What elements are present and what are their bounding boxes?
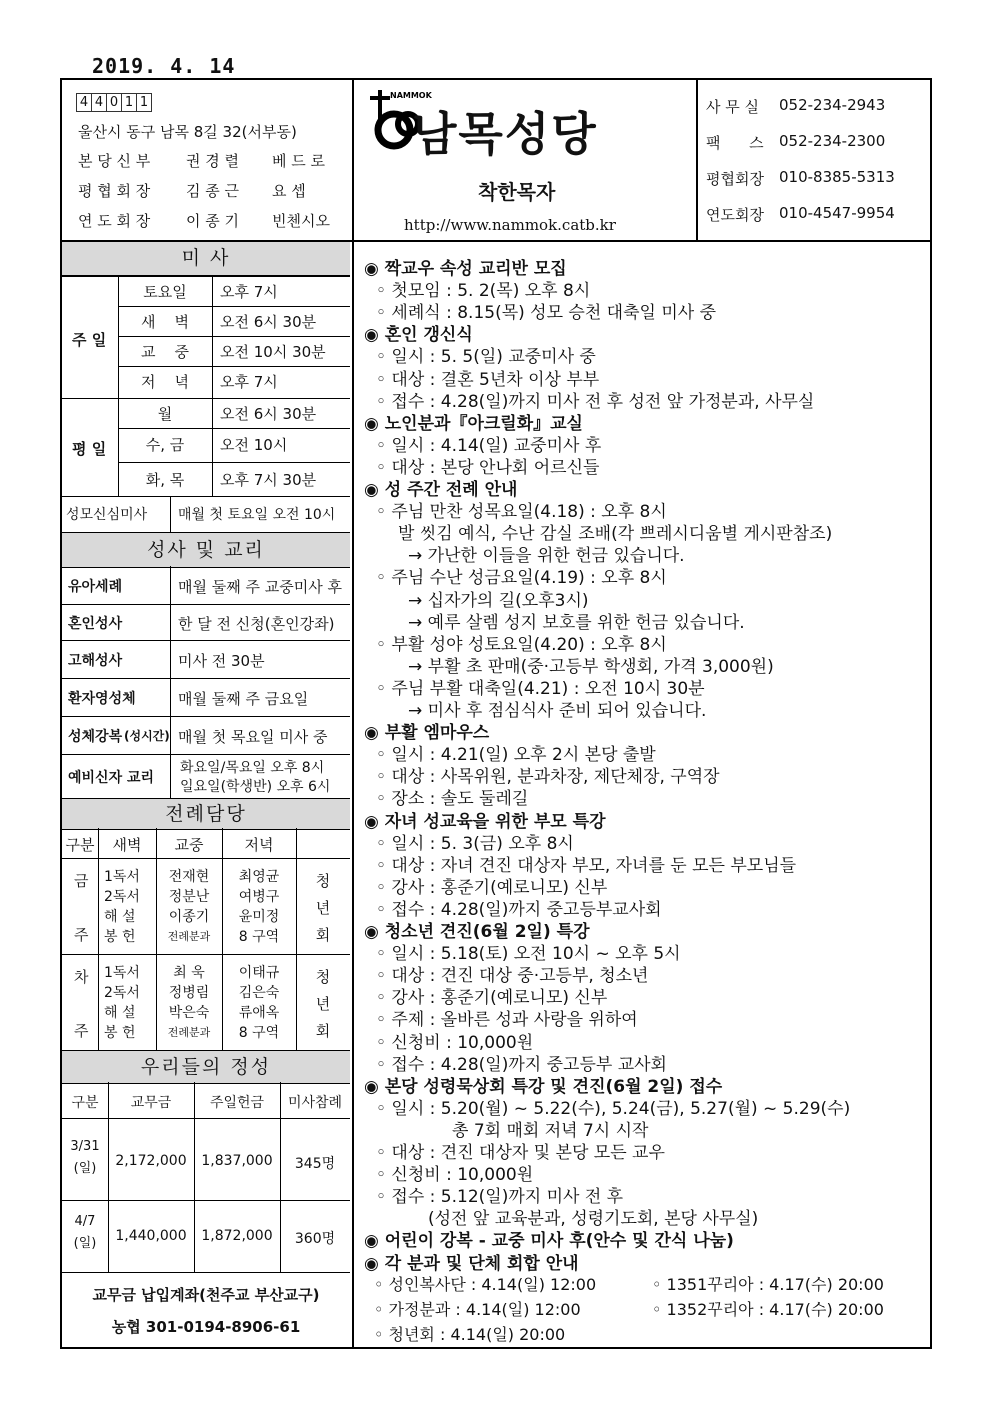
notice-line: ◦ 일시 : 4.21(일) 오후 2시 본당 출발 xyxy=(376,745,656,766)
mass-special-label: 성모신심미사 xyxy=(66,507,148,523)
notice-heading: ◉ 어린이 강복 - 교중 미사 후(안수 및 간식 나눔) xyxy=(364,1231,734,1252)
notice-line: (성전 앞 교육분과, 성령기도회, 본당 사무실) xyxy=(428,1209,759,1230)
notice-line: ◦ 접수 : 4.28(일)까지 중고등부 교사회 xyxy=(376,1054,667,1075)
notice-line: ◦ 대상 : 결혼 5년차 이상 부부 xyxy=(376,369,600,390)
mass-day: 교 중 xyxy=(140,343,190,361)
column-divider xyxy=(352,80,354,1347)
liturgy-dawn: 정분난 xyxy=(168,889,210,905)
notice-heading: ◉ 부활 엠마우스 xyxy=(364,723,490,744)
staff-role: 평 협 회 장 xyxy=(78,182,151,200)
notice-line: ◦ 대상 : 사목위원, 분과차장, 제단체장, 구역장 xyxy=(376,767,720,788)
mass-day: 새 벽 xyxy=(140,313,190,331)
notice-line: ◦ 접수 : 5.12(일)까지 미사 전 후 xyxy=(376,1187,624,1208)
meeting-item: ◦ 1351꾸리아 : 4.17(수) 20:00 xyxy=(652,1275,884,1294)
liturgy-header: 교중 xyxy=(174,836,204,854)
notice-line: ◦ 신청비 : 10,000원 xyxy=(376,1165,534,1186)
notice-line: ◦ 신청비 : 10,000원 xyxy=(376,1032,534,1053)
offering-section-title: 우리들의 정성 xyxy=(62,1050,350,1084)
liturgy-evening: 회 xyxy=(315,1022,331,1040)
mass-time: 오전 10시 30분 xyxy=(220,343,326,361)
liturgy-evening: 청 xyxy=(315,872,331,890)
mass-time: 오후 7시 xyxy=(220,283,278,301)
notice-heading: ◉ 노인분과『아크릴화』교실 xyxy=(364,413,583,434)
mass-day: 토요일 xyxy=(143,283,187,301)
liturgy-role: 해 설 xyxy=(104,909,136,925)
header-divider xyxy=(696,80,698,242)
liturgy-week-label: 금 xyxy=(74,872,89,890)
mass-section-title: 미 사 xyxy=(62,242,350,276)
liturgy-evening: 년 xyxy=(315,899,331,917)
zip-digit: 1 xyxy=(136,93,152,112)
liturgy-role: 1독서 xyxy=(104,869,140,885)
mass-sunday-label: 주 일 xyxy=(72,331,107,349)
meeting-item: ◦ 청년회 : 4.14(일) 20:00 xyxy=(374,1325,566,1344)
notice-line: ◦ 장소 : 솔도 둘레길 xyxy=(376,789,529,810)
offering-row-rule xyxy=(62,1272,350,1273)
sacrament-row-rule xyxy=(62,604,350,605)
sacrament-row-rule xyxy=(62,678,350,679)
church-url[interactable]: http://www.nammok.catb.kr xyxy=(404,216,616,234)
liturgy-header: 새벽 xyxy=(112,836,142,854)
church-name: 남목성당 xyxy=(412,107,598,161)
mass-weekday-label: 평 일 xyxy=(72,440,107,458)
sacrament-value: 매월 둘째 주 교중미사 후 xyxy=(178,578,342,596)
mass-row-rule xyxy=(62,496,350,497)
offering-row-rule xyxy=(62,1200,350,1201)
notice-line: ◦ 일시 : 5.20(월) ~ 5.22(수), 5.24(금), 5.27(월) ~ 5.29(수) xyxy=(376,1098,851,1119)
liturgy-main: 여병구 xyxy=(238,889,280,905)
notice-line: → 미사 후 점심식사 준비 되어 있습니다. xyxy=(408,701,707,721)
mass-time: 오전 6시 30분 xyxy=(220,313,317,331)
notice-line: ◦ 부활 성야 성토요일(4.20) : 오후 8시 xyxy=(376,634,667,655)
liturgy-main: 8 구역 xyxy=(238,929,280,945)
liturgy-main: 이태규 xyxy=(238,965,280,981)
offering-day: (일) xyxy=(73,1161,97,1176)
account-title: 교무금 납입계좌(천주교 부산교구) xyxy=(92,1286,320,1304)
sacrament-col-rule xyxy=(170,566,171,798)
offering-tithe: 2,172,000 xyxy=(115,1153,187,1169)
sacrament-value: 매월 첫 목요일 미사 중 xyxy=(178,728,328,746)
liturgy-main: 8 구역 xyxy=(238,1025,280,1041)
sacrament-value: 미사 전 30분 xyxy=(178,652,265,670)
notice-line: ◦ 세례식 : 8.15(목) 성모 승천 대축일 미사 중 xyxy=(376,303,717,324)
liturgy-header: 구분 xyxy=(65,836,95,854)
sacrament-value: 일요일(학생반) 오후 6시 xyxy=(180,779,331,795)
zip-code xyxy=(76,91,151,112)
mass-day: 저 녁 xyxy=(140,373,190,391)
staff-saint: 베 드 로 xyxy=(272,152,326,170)
sacrament-row-rule xyxy=(62,716,350,717)
meeting-item: ◦ 가정분과 : 4.14(일) 12:00 xyxy=(374,1300,581,1319)
offering-tithe: 1,440,000 xyxy=(115,1228,187,1244)
offering-header: 미사참례 xyxy=(287,1095,343,1111)
contact-label: 팩 스 xyxy=(706,134,764,152)
staff-name: 권 경 렬 xyxy=(186,152,240,170)
liturgy-header: 저녁 xyxy=(244,836,274,854)
offering-attendance: 345명 xyxy=(294,1156,336,1172)
liturgy-role: 2독서 xyxy=(104,985,140,1001)
offering-sunday: 1,837,000 xyxy=(201,1153,273,1169)
zip-digit: 1 xyxy=(121,93,137,112)
mass-row-rule xyxy=(62,276,350,277)
sacrament-row-rule xyxy=(62,754,350,755)
sacrament-label: 유아세례 xyxy=(68,579,123,595)
zip-digit: 4 xyxy=(91,93,107,112)
mass-day: 화, 목 xyxy=(145,471,185,489)
staff-saint: 빈첸시오 xyxy=(272,212,330,230)
offering-attendance: 360명 xyxy=(294,1231,336,1247)
notice-line: ◦ 대상 : 견진 대상 중·고등부, 청소년 xyxy=(376,966,649,987)
liturgy-role: 1독서 xyxy=(104,965,140,981)
logo-small-text: NAMMOK xyxy=(390,91,432,100)
liturgy-main: 류애옥 xyxy=(238,1005,280,1021)
notice-line: ◦ 대상 : 자녀 견진 대상자 부모, 자녀를 둔 모든 부모님들 xyxy=(376,855,797,876)
liturgy-week-label: 차 xyxy=(74,968,89,986)
sacrament-value: 한 달 전 신청(혼인강좌) xyxy=(178,615,335,633)
liturgy-dawn: 최 욱 xyxy=(173,965,205,981)
notice-line: ◦ 주님 부활 대축일(4.21) : 오전 10시 30분 xyxy=(376,678,705,699)
liturgy-week-label: 주 xyxy=(74,926,89,944)
offering-header: 구분 xyxy=(71,1095,99,1111)
liturgy-dawn: 전례분과 xyxy=(167,1026,211,1039)
notice-heading: ◉ 혼인 갱신식 xyxy=(364,325,473,346)
liturgy-row-rule xyxy=(62,954,350,955)
notice-heading: ◉ 성 주간 전례 안내 xyxy=(364,480,518,500)
mass-special-value: 매월 첫 토요일 오전 10시 xyxy=(178,507,336,523)
offering-sunday: 1,872,000 xyxy=(201,1228,273,1244)
notice-heading: ◉ 자녀 성교육을 위한 부모 특강 xyxy=(364,811,606,832)
liturgy-main: 윤미정 xyxy=(238,909,280,925)
meeting-item: ◦ 성인복사단 : 4.14(일) 12:00 xyxy=(374,1275,597,1294)
notice-line: ◦ 주제 : 올바른 성과 사랑을 위하여 xyxy=(376,1010,638,1031)
offering-header: 주일헌금 xyxy=(209,1095,265,1111)
notice-heading: ◉ 짝교우 속성 교리반 모집 xyxy=(364,259,567,279)
bulletin-date: 2019. 4. 14 xyxy=(92,54,236,78)
liturgy-role: 봉 헌 xyxy=(104,1025,136,1041)
liturgy-role: 봉 헌 xyxy=(104,929,136,945)
zip-digit: 4 xyxy=(76,93,92,112)
staff-name: 김 종 근 xyxy=(186,182,240,200)
liturgy-row-rule xyxy=(62,858,350,859)
staff-saint: 요 셉 xyxy=(272,182,306,200)
notice-line: ◦ 강사 : 홍준기(예로니모) 신부 xyxy=(376,877,608,898)
notice-line: → 십자가의 길(오후3시) xyxy=(408,590,589,611)
mass-row-rule xyxy=(118,462,350,463)
sacrament-label: 고해성사 xyxy=(68,653,123,669)
mass-col-rule xyxy=(170,496,171,532)
church-logo-icon xyxy=(368,86,432,156)
mass-row-rule xyxy=(118,306,350,307)
mass-day: 수, 금 xyxy=(145,436,185,454)
mass-time: 오전 6시 30분 xyxy=(220,405,317,423)
notice-line: ◦ 일시 : 5.18(토) 오전 10시 ~ 오후 5시 xyxy=(376,944,681,965)
notice-line: 발 씻김 예식, 수난 감실 조배(각 쁘레시디움별 게시판참조) xyxy=(398,524,833,545)
contact-label: 연도회장 xyxy=(706,206,764,224)
notice-line: ◦ 첫모임 : 5. 2(목) 오후 8시 xyxy=(376,281,591,302)
liturgy-evening: 회 xyxy=(315,926,331,944)
sacrament-row-rule xyxy=(62,640,350,641)
notice-line: ◦ 주님 수난 성금요일(4.19) : 오후 8시 xyxy=(376,568,667,589)
mass-time: 오전 10시 xyxy=(220,436,288,454)
contact-value: 010-8385-5313 xyxy=(779,168,895,186)
sacrament-value: 매월 둘째 주 금요일 xyxy=(178,690,309,708)
liturgy-dawn: 전재현 xyxy=(168,869,210,885)
contact-value: 052-234-2943 xyxy=(779,96,886,114)
staff-role: 연 도 회 장 xyxy=(78,212,151,230)
liturgy-section-title: 전례담당 xyxy=(62,798,350,830)
sacrament-label: 성체강복 xyxy=(68,729,123,745)
notice-line: → 예루 살렘 성지 보호를 위한 헌금 있습니다. xyxy=(408,612,745,633)
contact-value: 010-4547-9954 xyxy=(779,204,895,222)
mass-time: 오후 7시 30분 xyxy=(220,471,317,489)
offering-header: 교무금 xyxy=(130,1095,172,1111)
sacraments-section-title: 성사 및 교리 xyxy=(62,532,350,568)
sacrament-value: 화요일/목요일 오후 8시 xyxy=(180,760,325,776)
notice-heading: ◉ 본당 성령묵상회 특강 및 견진(6월 2일) 접수 xyxy=(364,1076,723,1097)
liturgy-dawn: 이종기 xyxy=(168,909,210,925)
account-number: 농협 301-0194-8906-61 xyxy=(111,1318,301,1336)
sacrament-label: 예비신자 교리 xyxy=(68,770,155,786)
offering-date: 4/7 xyxy=(74,1214,96,1229)
contact-label: 평협회장 xyxy=(706,170,764,188)
mass-row-rule xyxy=(62,398,350,399)
notice-heading: ◉ 청소년 견진(6월 2일) 특강 xyxy=(364,922,590,942)
notice-line: ◦ 접수 : 4.28(일)까지 미사 전 후 성전 앞 가정분과, 사무실 xyxy=(376,391,815,412)
bulletin-subtitle: 착한목자 xyxy=(478,180,556,204)
mass-row-rule xyxy=(118,336,350,337)
liturgy-role: 2독서 xyxy=(104,889,140,905)
liturgy-dawn: 박은숙 xyxy=(168,1005,210,1021)
sacrament-label-small: (성시간) xyxy=(124,729,170,743)
notice-line: → 가난한 이들을 위한 헌금 있습니다. xyxy=(408,546,685,567)
sacrament-label: 환자영성체 xyxy=(68,691,136,707)
sacrament-label: 혼인성사 xyxy=(68,616,123,632)
liturgy-evening: 청 xyxy=(315,968,331,986)
notice-line: → 부활 초 판매(중·고등부 학생회, 가격 3,000원) xyxy=(408,656,774,677)
mass-row-rule xyxy=(118,366,350,367)
notice-line: ◦ 강사 : 홍준기(예로니모) 신부 xyxy=(376,988,608,1009)
mass-day: 월 xyxy=(157,405,173,423)
notice-line: ◦ 접수 : 4.28(일)까지 중고등부교사회 xyxy=(376,899,662,920)
notice-line: ◦ 주님 만찬 성목요일(4.18) : 오후 8시 xyxy=(376,502,667,523)
liturgy-dawn: 정병림 xyxy=(168,985,210,1001)
church-address: 울산시 동구 남목 8길 32(서부동) xyxy=(78,123,297,141)
meeting-item: ◦ 1352꾸리아 : 4.17(수) 20:00 xyxy=(652,1300,884,1319)
liturgy-main: 최영균 xyxy=(238,869,280,885)
liturgy-evening: 년 xyxy=(315,995,331,1013)
zip-digit: 0 xyxy=(106,93,122,112)
mass-row-rule xyxy=(118,428,350,429)
liturgy-col-rule xyxy=(98,828,99,1050)
mass-col-rule xyxy=(212,276,213,496)
contact-label: 사 무 실 xyxy=(706,98,760,116)
liturgy-dawn: 전례분과 xyxy=(167,930,211,943)
liturgy-main: 김은숙 xyxy=(238,985,280,1001)
notice-line: ◦ 일시 : 4.14(일) 교중미사 후 xyxy=(376,435,602,456)
mass-time: 오후 7시 xyxy=(220,373,278,391)
notice-heading: ◉ 각 분과 및 단체 회합 안내 xyxy=(364,1253,579,1274)
notice-line: 총 7회 매회 저녁 7시 시작 xyxy=(452,1120,649,1141)
notice-line: ◦ 일시 : 5. 5(일) 교중미사 중 xyxy=(376,347,596,368)
liturgy-role: 해 설 xyxy=(104,1005,136,1021)
contact-value: 052-234-2300 xyxy=(779,132,886,150)
offering-date: 3/31 xyxy=(70,1139,100,1154)
staff-role: 본 당 신 부 xyxy=(78,152,151,170)
notice-line: ◦ 대상 : 견진 대상자 및 본당 모든 교우 xyxy=(376,1143,665,1163)
notice-line: ◦ 대상 : 본당 안나회 어르신들 xyxy=(376,457,600,478)
liturgy-week-label: 주 xyxy=(74,1022,89,1040)
offering-day: (일) xyxy=(73,1236,97,1251)
notice-line: ◦ 일시 : 5. 3(금) 오후 8시 xyxy=(376,833,574,854)
offering-row-rule xyxy=(62,1118,350,1119)
staff-name: 이 종 기 xyxy=(186,212,240,230)
